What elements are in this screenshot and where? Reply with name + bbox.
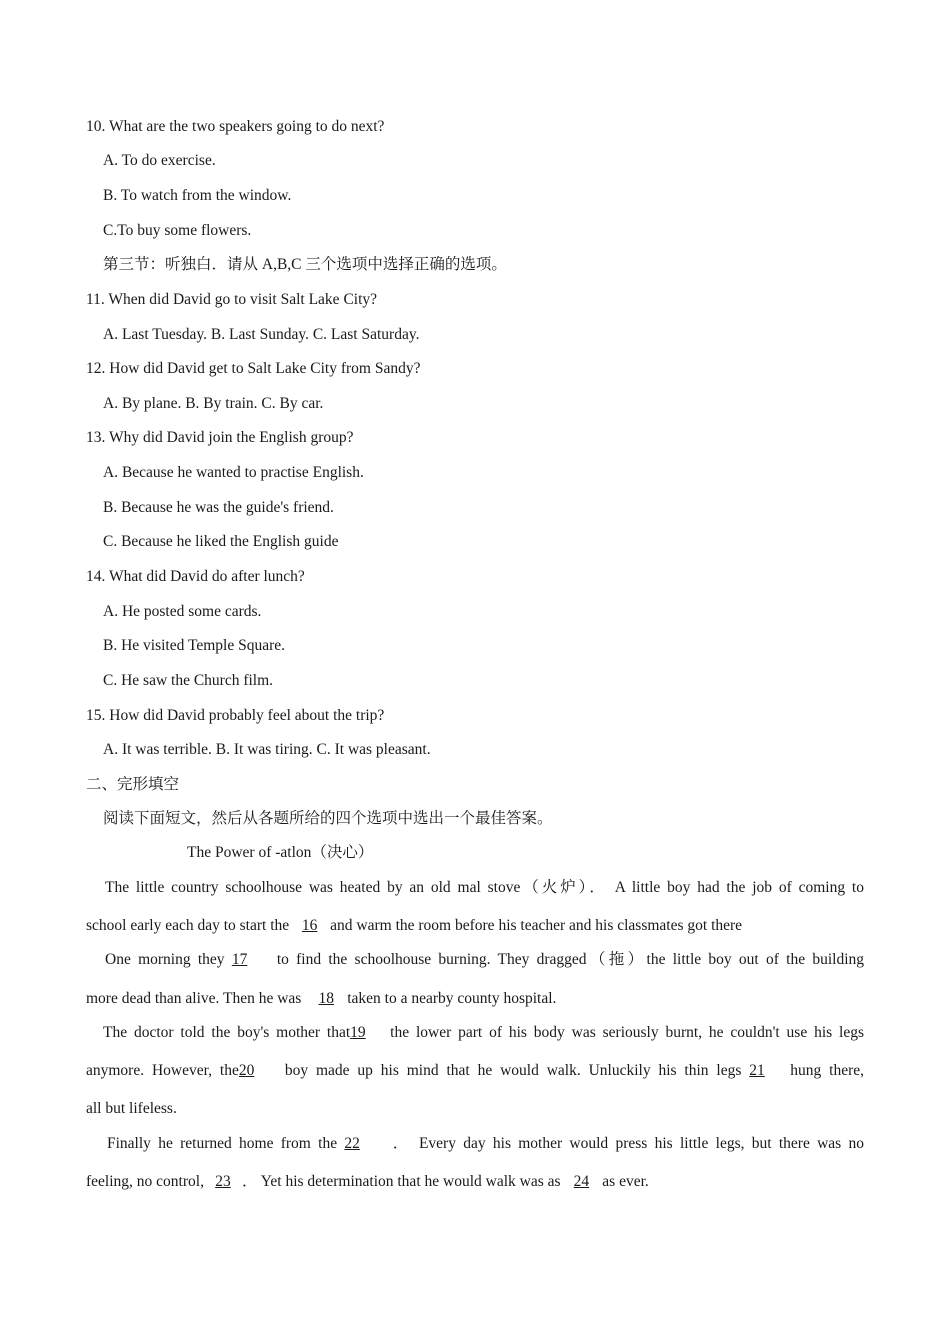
paragraph-2-line-1: One morning they 17 to find the schoolhouse burning. They dragged（拖）the little boy out of the building: [105, 951, 864, 968]
passage-title: The Power of -atlon（决心）: [187, 844, 374, 861]
paragraph-3-line-3: all but lifeless.: [86, 1100, 177, 1117]
blank-18: 18: [318, 990, 334, 1007]
question-14-option-b: B. He visited Temple Square.: [103, 637, 286, 654]
blank-17: 17: [231, 951, 248, 968]
question-11-options: A. Last Tuesday. B. Last Sunday. C. Last Saturday.: [103, 326, 420, 343]
cloze-heading: 二、完形填空: [86, 776, 180, 793]
question-14-option-a: A. He posted some cards.: [103, 603, 262, 620]
question-14-stem: 14. What did David do after lunch?: [86, 568, 305, 585]
blank-16: 16: [301, 917, 318, 934]
paragraph-1-line-2: school early each day to start the 16 and warm the room before his teacher and his classmates got there: [86, 917, 743, 934]
question-10-stem: 10. What are the two speakers going to do next?: [86, 118, 385, 135]
question-12-stem: 12. How did David get to Salt Lake City from Sandy?: [86, 360, 421, 377]
question-14-option-c: C. He saw the Church film.: [103, 672, 274, 689]
question-13-option-c: C. Because he liked the English guide: [103, 533, 339, 550]
paragraph-2-line-2: more dead than alive. Then he was 18 taken to a nearby county hospital.: [86, 990, 557, 1007]
paragraph-3-line-1: The doctor told the boy's mother that19 the lower part of his body was seriously burnt, he couldn't use his legs: [103, 1024, 865, 1041]
blank-20: 20: [238, 1062, 255, 1079]
section3-instruction: 第三节：听独白．请从 A,B,C 三个选项中选择正确的选项。: [103, 256, 507, 273]
question-10-option-b: B. To watch from the window.: [103, 187, 292, 204]
paragraph-1-line-1: The little country schoolhouse was heated by an old mal stove（火炉）． A little boy had the job of coming to: [105, 879, 864, 896]
blank-23: 23: [215, 1173, 231, 1190]
paragraph-3-line-2: anymore. However, the20 boy made up his mind that he would walk. Unluckily his thin legs 21 hung there,: [86, 1062, 864, 1079]
question-13-option-b: B. Because he was the guide's friend.: [103, 499, 334, 516]
question-13-option-a: A. Because he wanted to practise English.: [103, 464, 364, 481]
question-15-stem: 15. How did David probably feel about the trip?: [86, 707, 385, 724]
blank-24: 24: [573, 1173, 590, 1190]
question-11-stem: 11. When did David go to visit Salt Lake City?: [86, 291, 378, 308]
paragraph-4-line-1: Finally he returned home from the 22 ． Every day his mother would press his little legs, but there was no: [107, 1135, 864, 1152]
blank-19: 19: [350, 1024, 366, 1041]
blank-22: 22: [344, 1135, 360, 1152]
cloze-instruction: 阅读下面短文，然后从各题所给的四个选项中选出一个最佳答案。: [103, 810, 553, 827]
question-10-option-a: A. To do exercise.: [103, 152, 216, 169]
question-10-option-c: C.To buy some flowers.: [103, 222, 252, 239]
blank-21: 21: [749, 1062, 765, 1079]
question-15-options: A. It was terrible. B. It was tiring. C. It was pleasant.: [103, 741, 431, 758]
question-12-options: A. By plane. B. By train. C. By car.: [103, 395, 324, 412]
question-13-stem: 13. Why did David join the English group?: [86, 429, 354, 446]
paragraph-4-line-2: feeling, no control, 23 ． Yet his determination that he would walk was as 24 as ever.: [86, 1173, 649, 1190]
